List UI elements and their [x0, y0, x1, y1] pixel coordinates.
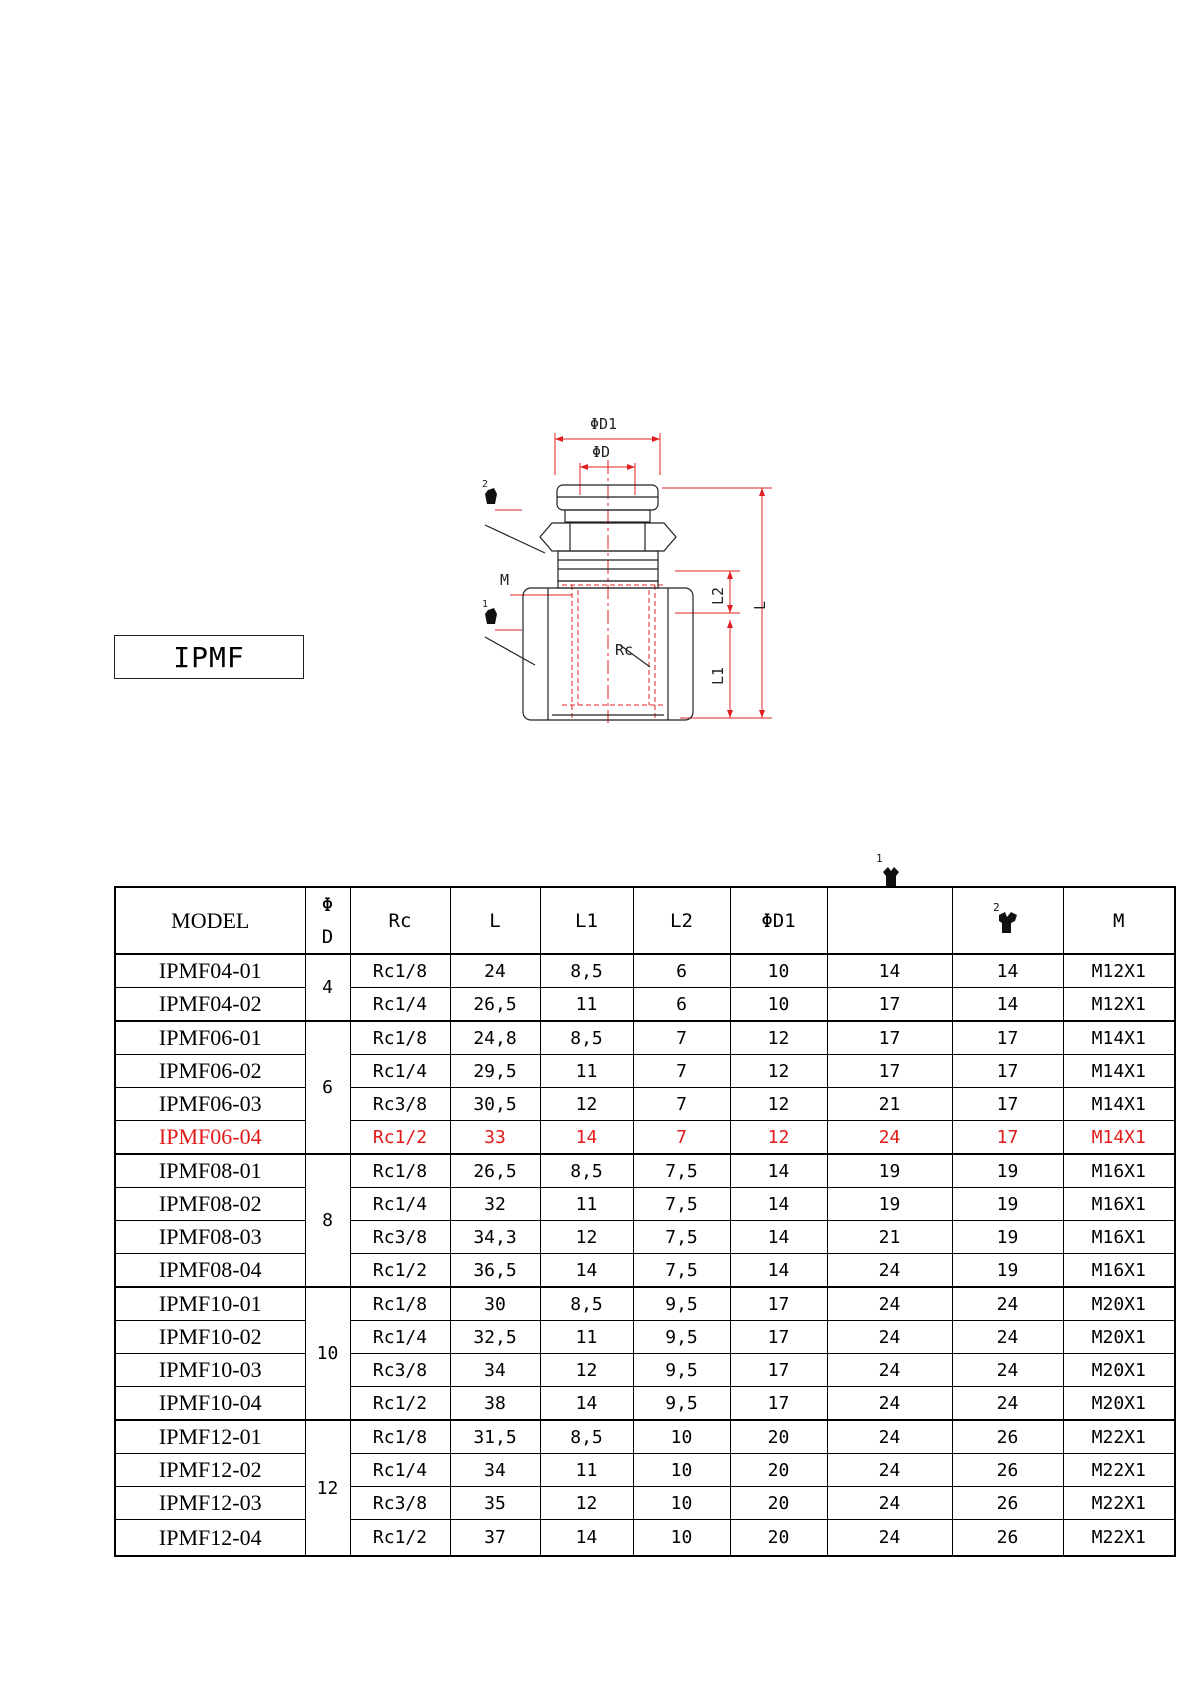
cell-m: M16X1: [1063, 1154, 1175, 1188]
cell-l1: 12: [540, 1487, 633, 1520]
cell-w2: 19: [952, 1254, 1063, 1288]
cell-w1: 17: [827, 1055, 952, 1088]
cell-l2: 7,5: [633, 1154, 730, 1188]
cell-l1: 14: [540, 1387, 633, 1421]
cell-l1: 12: [540, 1221, 633, 1254]
table-row: [115, 988, 1175, 1022]
cell-m: M14X1: [1063, 1021, 1175, 1055]
header-phi-d1: ΦD1: [730, 887, 827, 954]
cell-d1: 20: [730, 1454, 827, 1487]
cell-w1: 24: [827, 1387, 952, 1421]
cell-w1: 19: [827, 1154, 952, 1188]
cell-w2: 19: [952, 1221, 1063, 1254]
cell-m: M14X1: [1063, 1088, 1175, 1121]
cell-model: IPMF06-02: [115, 1055, 305, 1088]
cell-l2: 6: [633, 954, 730, 988]
spec-table: [114, 886, 1176, 1557]
cell-l1: 11: [540, 1188, 633, 1221]
header-l: L: [450, 887, 540, 954]
wrench-1-icon: [485, 608, 497, 624]
cell-rc: Rc1/4: [350, 1055, 450, 1088]
cell-l2: 7,5: [633, 1221, 730, 1254]
cell-w1: 24: [827, 1287, 952, 1321]
cell-m: M14X1: [1063, 1121, 1175, 1155]
cell-model: IPMF06-03: [115, 1088, 305, 1121]
table-row: [115, 1287, 1175, 1321]
cell-l1: 14: [540, 1520, 633, 1557]
cell-l2: 10: [633, 1487, 730, 1520]
header-model: MODEL: [115, 887, 305, 954]
table-row: [115, 1420, 1175, 1454]
cell-w1: 24: [827, 1487, 952, 1520]
cell-l2: 10: [633, 1420, 730, 1454]
cell-model: IPMF10-04: [115, 1387, 305, 1421]
cell-d1: 14: [730, 1188, 827, 1221]
header-wrench-1: [827, 887, 952, 954]
wrench-2-label: 2: [482, 479, 489, 490]
label-phi-d1: ΦD1: [590, 415, 618, 433]
cell-rc: Rc3/8: [350, 1487, 450, 1520]
cell-d1: 17: [730, 1387, 827, 1421]
cell-l: 24: [450, 954, 540, 988]
table-row: [115, 1321, 1175, 1354]
table-row: [115, 1520, 1175, 1557]
cell-rc: Rc3/8: [350, 1088, 450, 1121]
cell-m: M14X1: [1063, 1055, 1175, 1088]
cell-rc: Rc1/2: [350, 1121, 450, 1155]
cell-model: IPMF08-01: [115, 1154, 305, 1188]
cell-l: 33: [450, 1121, 540, 1155]
cell-d1: 17: [730, 1287, 827, 1321]
cell-w2: 24: [952, 1354, 1063, 1387]
cell-w1: 19: [827, 1188, 952, 1221]
cell-l: 34: [450, 1454, 540, 1487]
cell-rc: Rc1/4: [350, 1321, 450, 1354]
cell-m: M20X1: [1063, 1387, 1175, 1421]
header-rc: Rc: [350, 887, 450, 954]
cell-w1: 24: [827, 1454, 952, 1487]
cell-w1: 21: [827, 1088, 952, 1121]
cell-l2: 6: [633, 988, 730, 1022]
cell-w2: 24: [952, 1387, 1063, 1421]
cell-m: M22X1: [1063, 1454, 1175, 1487]
cell-l1: 14: [540, 1254, 633, 1288]
cell-l: 38: [450, 1387, 540, 1421]
cell-d1: 17: [730, 1354, 827, 1387]
cell-rc: Rc1/4: [350, 1188, 450, 1221]
header-wrench-2: [952, 887, 1063, 954]
cell-l: 30,5: [450, 1088, 540, 1121]
cell-w1: 17: [827, 1021, 952, 1055]
cell-phi-d: 12: [305, 1420, 350, 1556]
cell-m: M22X1: [1063, 1520, 1175, 1557]
cell-w2: 14: [952, 988, 1063, 1022]
table-row: [115, 1088, 1175, 1121]
cell-l: 31,5: [450, 1420, 540, 1454]
wrench-1-header-num: 1: [876, 852, 883, 865]
cell-model: IPMF10-02: [115, 1321, 305, 1354]
table-row: [115, 1387, 1175, 1421]
cell-l1: 14: [540, 1121, 633, 1155]
cell-l2: 9,5: [633, 1354, 730, 1387]
cell-d1: 14: [730, 1154, 827, 1188]
wrench-2-header-icon: [993, 901, 1023, 935]
cell-rc: Rc1/8: [350, 1287, 450, 1321]
table-row: [115, 1055, 1175, 1088]
cell-l: 26,5: [450, 988, 540, 1022]
cell-rc: Rc1/4: [350, 1454, 450, 1487]
table-row: [115, 1354, 1175, 1387]
cell-model: IPMF10-01: [115, 1287, 305, 1321]
cell-model: IPMF06-04: [115, 1121, 305, 1155]
fitting-drawing: [440, 405, 800, 735]
cell-model: IPMF08-03: [115, 1221, 305, 1254]
cell-l: 35: [450, 1487, 540, 1520]
cell-model: IPMF12-03: [115, 1487, 305, 1520]
cell-model: IPMF06-01: [115, 1021, 305, 1055]
header-phi-d: [305, 887, 350, 954]
cell-d1: 14: [730, 1221, 827, 1254]
cell-d1: 12: [730, 1055, 827, 1088]
label-m: M: [500, 571, 510, 589]
cell-l: 24,8: [450, 1021, 540, 1055]
cell-rc: Rc3/8: [350, 1354, 450, 1387]
cell-rc: Rc1/2: [350, 1387, 450, 1421]
cell-l1: 11: [540, 1055, 633, 1088]
wrench-1-label: 1: [482, 599, 489, 610]
cell-d1: 10: [730, 988, 827, 1022]
cell-l2: 7: [633, 1021, 730, 1055]
cell-d1: 10: [730, 954, 827, 988]
table-row: [115, 1487, 1175, 1520]
wrench-2-header-num: 2: [992, 901, 1000, 914]
cell-l2: 9,5: [633, 1287, 730, 1321]
cell-w2: 24: [952, 1287, 1063, 1321]
cell-l1: 8,5: [540, 954, 633, 988]
cell-d1: 20: [730, 1487, 827, 1520]
cell-model: IPMF12-02: [115, 1454, 305, 1487]
table-header-row: [115, 887, 1175, 954]
cell-rc: Rc1/2: [350, 1254, 450, 1288]
cell-rc: Rc1/8: [350, 1021, 450, 1055]
cell-w1: 24: [827, 1321, 952, 1354]
cell-w2: 26: [952, 1420, 1063, 1454]
cell-w2: 17: [952, 1121, 1063, 1155]
cell-m: M22X1: [1063, 1487, 1175, 1520]
cell-model: IPMF04-01: [115, 954, 305, 988]
header-phi-symbol: Φ: [321, 893, 334, 916]
cell-w2: 17: [952, 1021, 1063, 1055]
label-phi-d: ΦD: [592, 443, 611, 461]
cell-w2: 19: [952, 1188, 1063, 1221]
header-l1: L1: [540, 887, 633, 954]
cell-w2: 24: [952, 1321, 1063, 1354]
cell-l2: 7,5: [633, 1254, 730, 1288]
cell-phi-d: 10: [305, 1287, 350, 1420]
cell-rc: Rc1/8: [350, 1420, 450, 1454]
cell-d1: 12: [730, 1088, 827, 1121]
cell-w1: 24: [827, 1354, 952, 1387]
cell-model: IPMF08-02: [115, 1188, 305, 1221]
cell-l: 32: [450, 1188, 540, 1221]
cell-l2: 7,5: [633, 1188, 730, 1221]
cell-phi-d: 8: [305, 1154, 350, 1287]
cell-rc: Rc1/2: [350, 1520, 450, 1557]
header-l2: L2: [633, 887, 730, 954]
cell-l: 37: [450, 1520, 540, 1557]
cell-l: 26,5: [450, 1154, 540, 1188]
table-row: [115, 1188, 1175, 1221]
cell-m: M20X1: [1063, 1321, 1175, 1354]
cell-rc: Rc1/8: [350, 1154, 450, 1188]
cell-l: 32,5: [450, 1321, 540, 1354]
cell-model: IPMF04-02: [115, 988, 305, 1022]
cell-l2: 7: [633, 1121, 730, 1155]
cell-model: IPMF12-01: [115, 1420, 305, 1454]
cell-l2: 9,5: [633, 1321, 730, 1354]
cell-l1: 12: [540, 1088, 633, 1121]
cell-l: 34: [450, 1354, 540, 1387]
header-d: D: [321, 925, 334, 948]
cell-l1: 8,5: [540, 1287, 633, 1321]
cell-l2: 10: [633, 1520, 730, 1557]
model-title: IPMF: [173, 640, 245, 674]
wrench-2-icon: [485, 488, 497, 504]
table-row: [115, 1221, 1175, 1254]
cell-w2: 17: [952, 1088, 1063, 1121]
cell-w2: 26: [952, 1520, 1063, 1557]
cell-w2: 19: [952, 1154, 1063, 1188]
cell-m: M12X1: [1063, 988, 1175, 1022]
cell-w2: 17: [952, 1055, 1063, 1088]
cell-d1: 12: [730, 1021, 827, 1055]
cell-w2: 26: [952, 1454, 1063, 1487]
cell-l: 34,3: [450, 1221, 540, 1254]
label-rc: Rc: [615, 641, 634, 659]
cell-w2: 14: [952, 954, 1063, 988]
cell-m: M16X1: [1063, 1221, 1175, 1254]
cell-model: IPMF08-04: [115, 1254, 305, 1288]
cell-w1: 24: [827, 1121, 952, 1155]
table-row: [115, 1454, 1175, 1487]
cell-d1: 14: [730, 1254, 827, 1288]
label-l: L: [751, 600, 769, 610]
table-row: [115, 1254, 1175, 1288]
cell-w1: 21: [827, 1221, 952, 1254]
label-l2: L2: [709, 586, 727, 605]
cell-phi-d: 6: [305, 1021, 350, 1154]
table-row: [115, 1154, 1175, 1188]
cell-model: IPMF12-04: [115, 1520, 305, 1557]
cell-l1: 11: [540, 1454, 633, 1487]
cell-l: 36,5: [450, 1254, 540, 1288]
cell-m: M22X1: [1063, 1420, 1175, 1454]
cell-d1: 12: [730, 1121, 827, 1155]
cell-l1: 8,5: [540, 1154, 633, 1188]
label-l1: L1: [709, 666, 727, 685]
cell-w1: 14: [827, 954, 952, 988]
cell-d1: 20: [730, 1420, 827, 1454]
table-row: [115, 1021, 1175, 1055]
header-m: M: [1063, 887, 1175, 954]
cell-rc: Rc3/8: [350, 1221, 450, 1254]
cell-w1: 17: [827, 988, 952, 1022]
cell-m: M20X1: [1063, 1354, 1175, 1387]
cell-phi-d: 4: [305, 954, 350, 1021]
cell-l1: 8,5: [540, 1021, 633, 1055]
model-title-box: [114, 635, 304, 679]
cell-m: M20X1: [1063, 1287, 1175, 1321]
cell-l1: 12: [540, 1354, 633, 1387]
cell-w2: 26: [952, 1487, 1063, 1520]
cell-rc: Rc1/4: [350, 988, 450, 1022]
cell-l2: 10: [633, 1454, 730, 1487]
cell-l1: 8,5: [540, 1420, 633, 1454]
cell-rc: Rc1/8: [350, 954, 450, 988]
cell-l2: 7: [633, 1055, 730, 1088]
cell-l2: 9,5: [633, 1387, 730, 1421]
cell-m: M12X1: [1063, 954, 1175, 988]
cell-w1: 24: [827, 1254, 952, 1288]
cell-l1: 11: [540, 1321, 633, 1354]
cell-l: 29,5: [450, 1055, 540, 1088]
cell-w1: 24: [827, 1420, 952, 1454]
cell-d1: 17: [730, 1321, 827, 1354]
cell-model: IPMF10-03: [115, 1354, 305, 1387]
wrench-1-header-icon: [874, 850, 904, 890]
cell-l: 30: [450, 1287, 540, 1321]
table-row: [115, 954, 1175, 988]
cell-m: M16X1: [1063, 1188, 1175, 1221]
cell-l2: 7: [633, 1088, 730, 1121]
cell-m: M16X1: [1063, 1254, 1175, 1288]
cell-d1: 20: [730, 1520, 827, 1557]
cell-l1: 11: [540, 988, 633, 1022]
cell-w1: 24: [827, 1520, 952, 1557]
table-row: [115, 1121, 1175, 1155]
